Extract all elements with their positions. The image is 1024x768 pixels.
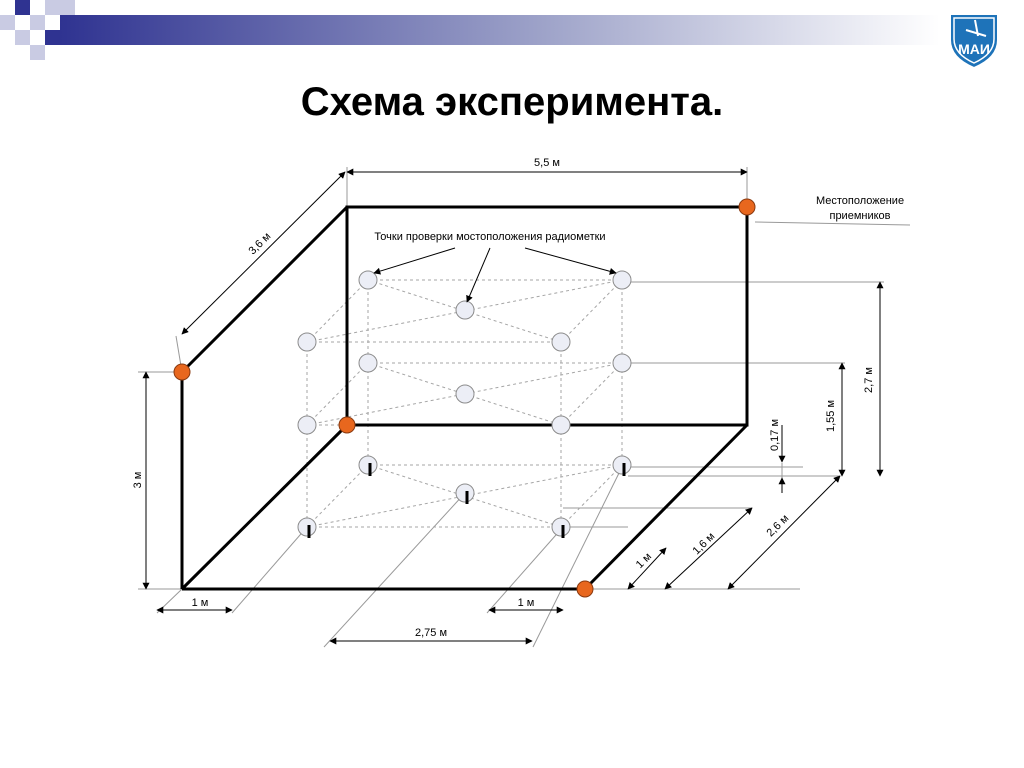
label-bottom-left: 1 м [191, 597, 209, 609]
label-height-high: 2,7 м [863, 367, 875, 393]
label-height-low: 0,17 м [769, 418, 781, 452]
label-height-mid: 1,55 м [825, 399, 837, 433]
test-point [456, 484, 474, 502]
test-point [613, 271, 631, 289]
label-depth-1: 1 м [633, 550, 655, 572]
receiver-marker [739, 199, 755, 215]
test-point [456, 301, 474, 319]
test-point [359, 456, 377, 474]
test-point [552, 518, 570, 536]
label-depth-3: 2,6 м [764, 512, 792, 540]
label-top-length: 5,5 м [534, 157, 560, 169]
floor-right-edge [585, 425, 747, 589]
label-side-depth: 3,6 м [246, 230, 274, 258]
test-point [613, 354, 631, 372]
test-point [298, 416, 316, 434]
test-point [456, 385, 474, 403]
callout-receivers-line2: приемников [829, 210, 891, 222]
test-point [552, 416, 570, 434]
callout-receivers-line1: Местоположение [815, 195, 905, 207]
test-point [613, 456, 631, 474]
test-point [359, 354, 377, 372]
receiver-marker [174, 364, 190, 380]
callout-test-points: Точки проверки мостоположения радиометки [374, 231, 606, 243]
label-depth-2: 1,6 м [690, 530, 718, 558]
label-grid-width: 2,75 м [414, 627, 448, 639]
test-point [359, 271, 377, 289]
label-bottom-right: 1 м [517, 597, 535, 609]
receiver-marker [339, 417, 355, 433]
dim-depth-2 [665, 508, 752, 589]
label-left-height: 3 м [132, 471, 144, 489]
test-point [552, 333, 570, 351]
receiver-marker [577, 581, 593, 597]
logo-text: МАИ [958, 41, 990, 57]
dim-depth-3 [728, 476, 840, 589]
test-point [298, 518, 316, 536]
test-point [298, 333, 316, 351]
slide-title: Схема эксперимента. [300, 80, 724, 124]
floor-left-edge [182, 425, 347, 589]
dim-side-depth [182, 172, 345, 334]
